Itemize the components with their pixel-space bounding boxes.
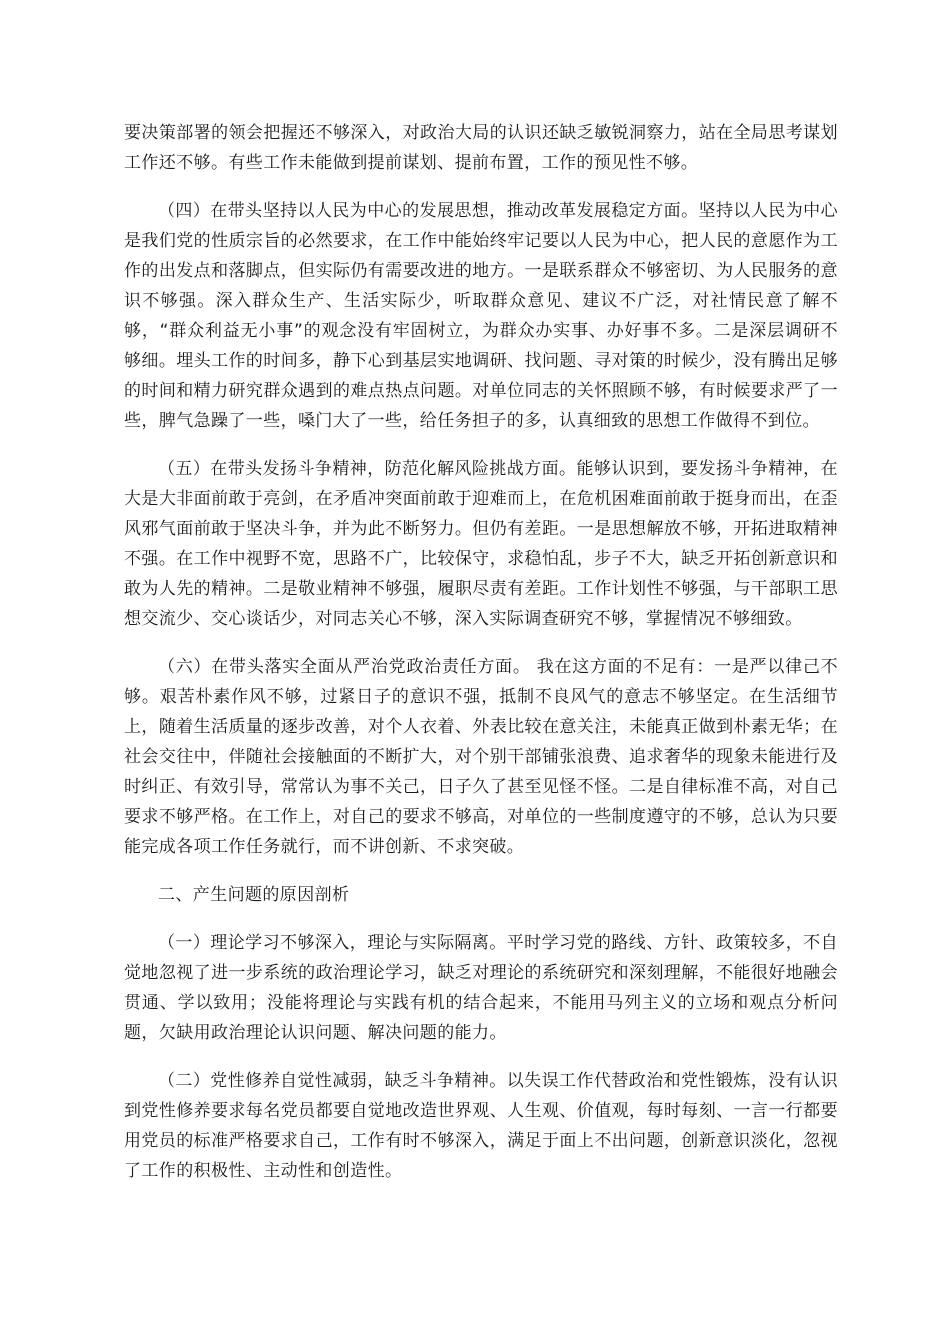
document-page [124, 118, 838, 1204]
paragraph-section-five: （五）在带头发扬斗争精神，防范化解风险挑战方面。能够认识到，要发扬斗争精神，在大是大非面前敢于亮剑，在矛盾冲突面前敢于迎难而上，在危机困难面前敢于挺身而出，在歪风邪气面前敢于坚决斗争，并为此不断努力。但仍有差距。一是思想解放不够，开拓进取精神不强。在工作中视野不宽，思路不广，比较保守，求稳怕乱，步子不大，缺乏开拓创新意识和敢为人先的精神。二是敬业精神不够强，履职尽责有差距。工作计划性不够强，与干部职工思想交流少、交心谈话少，对同志关心不够，深入实际调查研究不够，掌握情况不够细致。 [124, 459, 838, 629]
section-heading-cause-analysis: 二、产生问题的原因剖析 [158, 885, 350, 905]
paragraph-section-four: （四）在带头坚持以人民为中心的发展思想，推动改革发展稳定方面。坚持以人民为中心是我们党的性质宗旨的必然要求，在工作中能始终牢记要以人民为中心，把人民的意愿作为工作的出发点和落脚点，但实际仍有需要改进的地方。一是联系群众不够密切、为人民服务的意识不够强。深入群众生产、生活实际少，听取群众意见、建议不广泛，对社情民意了解不够，“群众利益无小事”的观念没有牢固树立，为群众办实事、办好事不多。二是深层调研不够细。埋头工作的时间多，静下心到基层实地调研、找问题、寻对策的时候少，没有腾出足够的时间和精力研究群众遇到的难点热点问题。对单位同志的关怀照顾不够，有时候要求严了一些，脾气急躁了一些，嗓门大了一些，给任务担子的多，认真细致的思想工作做得不到位。 [124, 201, 838, 431]
paragraph-cause-one: （一）理论学习不够深入，理论与实际隔离。平时学习党的路线、方针、政策较多，不自觉地忽视了进一步系统的政治理论学习，缺乏对理论的系统研究和深刻理解，不能很好地融会贯通、学以致用；没能将理论与实践有机的结合起来，不能用马列主义的立场和观点分析问题，欠缺用政治理论认识问题、解决问题的能力。 [124, 933, 838, 1043]
paragraph-section-six: （六）在带头落实全面从严治党政治责任方面。 我在这方面的不足有：一是严以律己不够。艰苦朴素作风不够，过紧日子的意识不强，抵制不良风气的意志不够坚定。在生活细节上，随着生活质量的逐步改善，对个人衣着、外表比较在意关注，未能真正做到朴素无华；在社会交往中，伴随社会接触面的不断扩大，对个别干部铺张浪费、追求奢华的现象未能进行及时纠正、有效引导，常常认为事不关己，日子久了甚至见怪不怪。二是自律标准不高，对自己要求不够严格。在工作上，对自己的要求不够高，对单位的一些制度遵守的不够，总认为只要能完成各项工作任务就行，而不讲创新、不求突破。 [124, 657, 838, 857]
paragraph-continuation: 要决策部署的领会把握还不够深入，对政治大局的认识还缺乏敏锐洞察力，站在全局思考谋划工作还不够。有些工作未能做到提前谋划、提前布置，工作的预见性不够。 [124, 123, 838, 173]
paragraph-cause-two: （二）党性修养自觉性减弱，缺乏斗争精神。以失误工作代替政治和党性锻炼，没有认识到党性修养要求每名党员都要自觉地改造世界观、人生观、价值观，每时每刻、一言一行都要用党员的标准严格要求自己，工作有时不够深入，满足于面上不出问题，创新意识淡化，忽视了工作的积极性、主动性和创造性。 [124, 1071, 838, 1181]
